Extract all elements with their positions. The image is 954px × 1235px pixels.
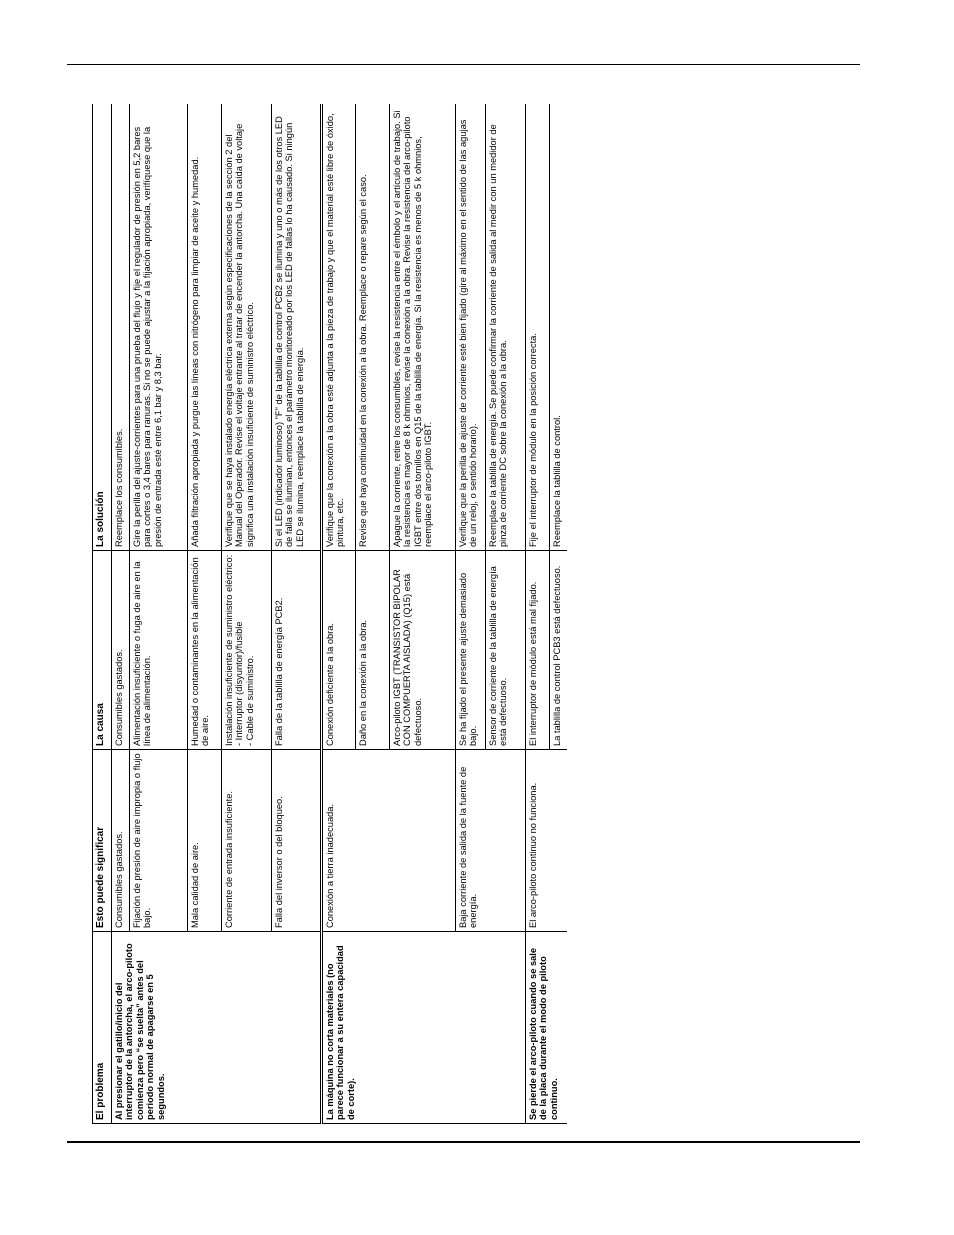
cause-cell: Sensor de corriente de la tablilla de energía está defectuoso.	[486, 551, 526, 750]
cause-cell: La tablilla de control PCB3 está defectuoso.	[550, 551, 568, 750]
cause-line: - Interruptor (disyuntor)/fusible	[234, 621, 245, 746]
meaning-cell: Consumibles gastados.	[112, 750, 130, 932]
cause-cell: Humedad o contaminantes en la alimentación de aire.	[188, 551, 222, 750]
cause-cell: El interruptor de módulo está mal fijado.	[526, 551, 550, 750]
solution-cell: Revise que haya continuidad en la conexión a la obra. Reemplace o repare según el caso.	[356, 104, 390, 551]
cause-cell	[222, 551, 272, 750]
meaning-cell: Fijación de presión de aire impropia o flujo bajo.	[130, 750, 188, 932]
table-row	[112, 104, 130, 1124]
table-viewport	[92, 104, 567, 1124]
header-cause: La causa	[93, 551, 112, 750]
problem-cell: Se pierde el arco-piloto cuando se sale de la placa durante el modo de piloto continuo.	[526, 932, 568, 1124]
solution-cell: Si el LED (indicador luminoso) "F" de la tablilla de control PCB2 se ilumina y uno o más de los otros LED de falla se iluminan, entonces el parámetro monitoreado por los LED de fallas lo ha causado. Si ningún LED se ilumina, reemplace la tablilla de energía.	[272, 104, 322, 551]
header-rule	[67, 64, 860, 65]
solution-cell: Verifique que se haya instalado energía eléctrica externa según especificaciones de la sección 2 del Manual del Operador. Revise el voltaje entrante al tratar de encender la antorcha. Una caída de voltaje significa una instalación insuficiente de suministro eléctrico.	[222, 104, 272, 551]
solution-cell: Añada filtración apropiada y purgue las líneas con nitrógeno para limpiar de aceite y humedad.	[188, 104, 222, 551]
meaning-cell: Corriente de entrada insuficiente.	[222, 750, 272, 932]
cause-cell: Conexión deficiente a la obra.	[322, 551, 356, 750]
header-solution: La solución	[93, 104, 112, 551]
meaning-cell: Conexión a tierra inadecuada.	[322, 750, 456, 932]
solution-cell: Reemplace los consumibles.	[112, 104, 130, 551]
meaning-cell: Baja corriente de salida de la fuente de energía.	[456, 750, 526, 932]
problem-cell: La máquina no corta materiales (no parece funcionar a su entera capacidad de corte).	[322, 932, 526, 1124]
cause-cell: Consumibles gastados.	[112, 551, 130, 750]
solution-cell: Verifique que la conexión a la obra esté adjunta a la pieza de trabajo y que el material esté libre de óxido, pintura, etc.	[322, 104, 356, 551]
solution-cell: Verifique que la perilla de ajuste de corriente esté bien fijado (gire al máximo en el sentido de las agujas de un reloj, o sentido horario).	[456, 104, 486, 551]
problem-cell: Al presionar el gatillo/inicio del interruptor de la antorcha, el arco-piloto comienza pero “se suelta” antes del periodo normal de apagarse en 5 segundos.	[112, 932, 322, 1124]
cause-cell: Arco-piloto IGBT (TRANSISTOR BIPOLAR CON COMPUERTA AISLADA) (Q15) está defectuoso.	[390, 551, 456, 750]
table-row	[526, 104, 550, 1124]
solution-cell: Gire la perilla del ajuste-corrientes para una prueba del flujo y fije el regulador de presión en 5,2 bares para cortes o 3,4 bares para ranuras. Si no se puede ajustar a la fijación apropiada, verifíquese que la presión de entrada esté entre 6,1 bar y 8,3 bar.	[130, 104, 188, 551]
cause-line: Instalación insuficiente de suministro eléctrico:	[224, 554, 234, 746]
meaning-cell: Falla del inversor o del bloqueo.	[272, 750, 322, 932]
header-problem: El problema	[93, 932, 112, 1124]
table-header-row	[93, 104, 112, 1124]
cause-cell: Se ha fijado el presente ajuste demasiado bajo.	[456, 551, 486, 750]
header-meaning: Esto puede significar	[93, 750, 112, 932]
cause-cell: Daño en la conexión a la obra.	[356, 551, 390, 750]
cause-line: - Cable de suministro.	[244, 655, 255, 746]
cause-cell: Falla de la tablilla de energía PCB2.	[272, 551, 322, 750]
troubleshooting-table	[92, 104, 567, 1124]
solution-cell: Reemplace la tablilla de control.	[550, 104, 568, 551]
footer-rule	[67, 1141, 860, 1143]
solution-cell: Fije el interruptor de módulo en la posición correcta.	[526, 104, 550, 551]
table-row	[322, 104, 356, 1124]
rotated-table-container	[92, 104, 567, 1124]
solution-cell: Reemplace la tablilla de energía. Se puede confirmar la corriente de salida al medir con un medidor de pinza de corriente DC sobre la conexión a la obra.	[486, 104, 526, 551]
cause-cell: Alimentación insuficiente o fuga de aire en la línea de alimentación.	[130, 551, 188, 750]
solution-cell: Apague la corriente, retire los consumibles, revise la resistencia entre el émbolo y el artículo de trabajo. Si la resistencia es mayor de 8 k ohmnios, revise la conexión a la obra. Revise la resistencia del arco-piloto IGBT entre dos tornillos en Q15 de la tablilla de energía. Si la resistencia es menos de 5 k ohmnios, reemplace el arco-piloto IGBT.	[390, 104, 456, 551]
meaning-cell: El arco-piloto continuo no funciona.	[526, 750, 568, 932]
meaning-cell: Mala calidad de aire.	[188, 750, 222, 932]
